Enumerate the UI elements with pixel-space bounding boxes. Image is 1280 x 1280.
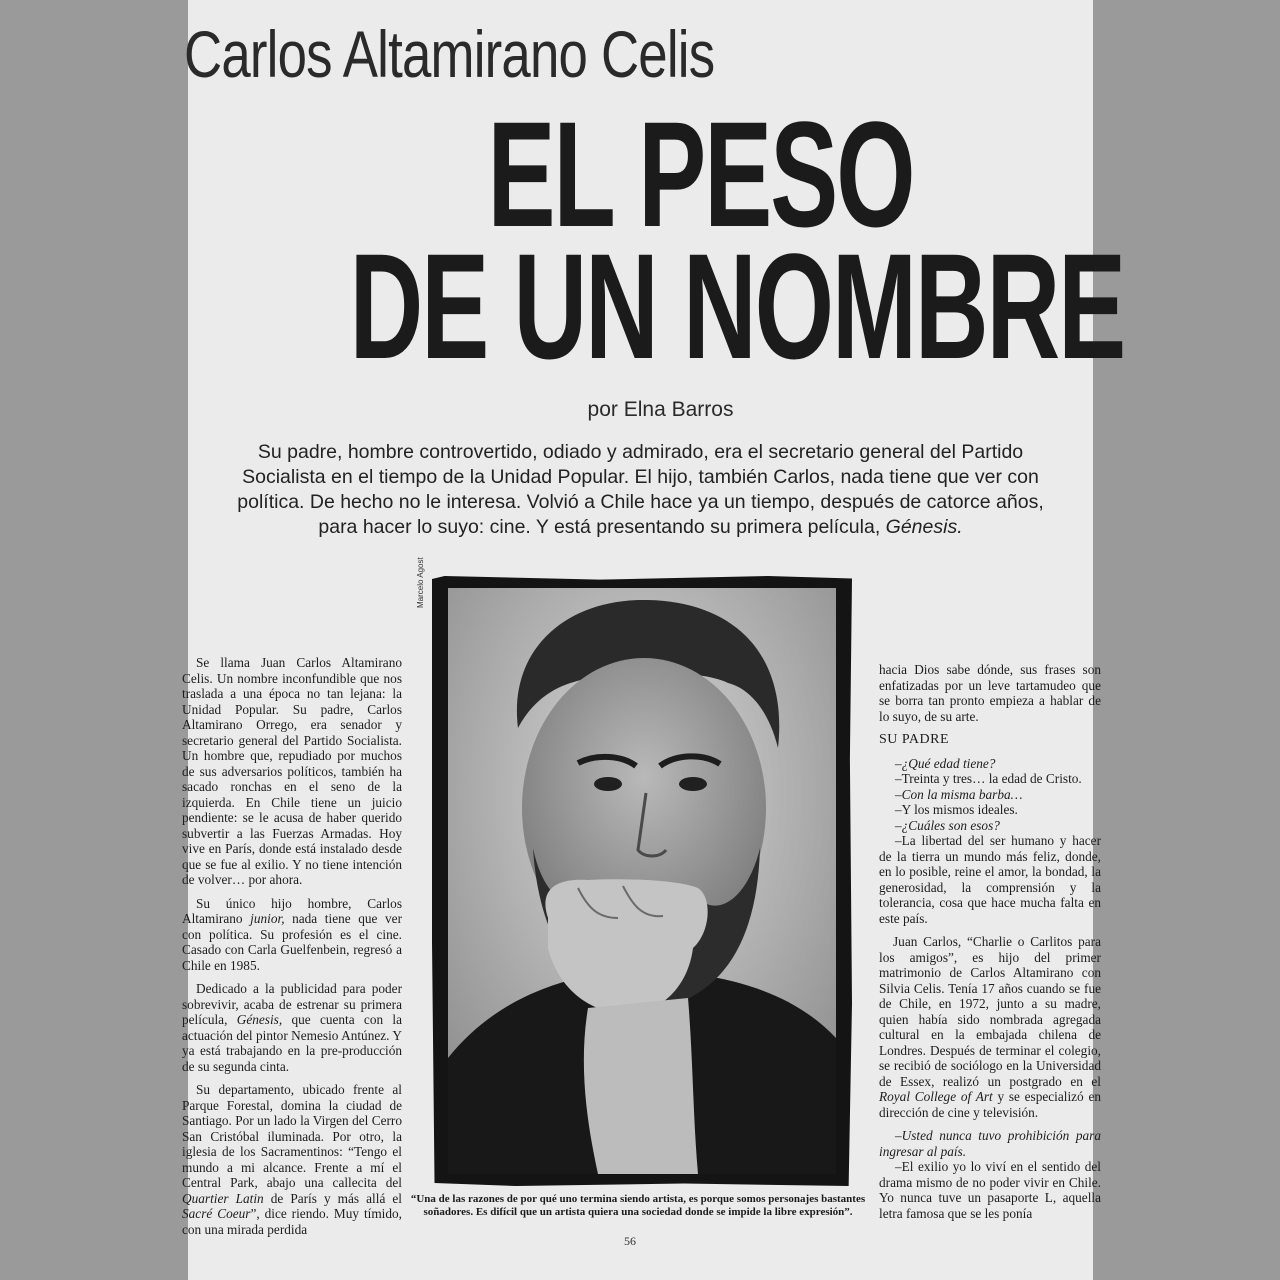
interview-question: –Usted nunca tuvo prohibición para ingresar al país. [879,1128,1101,1159]
subject-name-kicker: Carlos Altamirano Celis [184,17,715,91]
right-text-column [879,662,1101,1221]
portrait-illustration [448,588,836,1174]
body-paragraph: Se llama Juan Carlos Altamirano Celis. Un nombre inconfundible que nos traslada a una época no tan lejana: la Unidad Popular. Su padre, Carlos Altamirano Orrego, era senador y secretario general del Partido Socialista. Un hombre que, repudiado por muchos de sus adversarios políticos, también ha sacado ronchas en el seno de la izquierda. En Chile tiene un juicio pendiente: se le acusa de haber querido subvertir a las Fuerzas Armadas. Hoy vive en París, donde está instalado desde que se fue al exilio. Y no tiene intención de volver… por ahora. [182,655,402,887]
headline-line-1: EL PESO [487,90,914,258]
lead-text: Su padre, hombre controvertido, odiado y admirado, era el secretario general del Partido Socialista en el tiempo de la Unidad Popular. El hijo, también Carlos, nada tiene que ver con política. De hecho no le interesa. Volvió a Chile hace ya un tiempo, después de catorce años, para hacer lo suyo: cine. Y está presentando su primera película, [237,441,1044,538]
portrait-photo-frame [432,576,852,1186]
article-headline [188,90,1125,390]
interview-answer: –La libertad del ser humano y hacer de la tierra un mundo más feliz, donde, en lo posible, reine el amor, la bondad, la generosidad, la comprensión y la tolerancia, cosa que hace mucha falta en este país. [879,833,1101,926]
lead-film-title: Génesis. [885,516,963,538]
photo-caption: “Una de las razones de por qué uno termina siendo artista, es porque somos personajes bastantes soñadores. Es difícil que un artista quiera una sociedad donde se impide la libre expresión”. [410,1193,866,1218]
page-number: 56 [624,1234,636,1248]
body-paragraph: Juan Carlos, “Charlie o Carlitos para los amigos”, es hijo del primer matrimonio de Carlos Altamirano con Silvia Celis. Tenía 17 años cuando se fue de Chile, en 1972, junto a su madre, quien había sido nombrada agregada cultural en la embajada chilena de Londres. Después de terminar el colegio, se recibió de sociólogo en la Universidad de Essex, realizó un postgrado en el Royal College of Art y se especializó en dirección de cine y televisión. [879,934,1101,1120]
photo-credit: Marcelo Agost [416,557,425,608]
interview-question: –¿Cuáles son esos? [895,817,1000,833]
portrait-photo [448,588,836,1174]
magazine-page [182,0,1125,1280]
interview-answer: –El exilio yo lo viví en el sentido del drama mismo de no poder vivir en Chile. Yo nunca tuve un pasaporte L, aquella letra famosa que se les ponía [879,1159,1101,1221]
headline-line-2: DE UN NOMBRE [349,222,1125,390]
lead-paragraph [228,440,1053,540]
interview-answer: –Y los mismos ideales. [895,802,1018,817]
interview-answer: –Treinta y tres… la edad de Cristo. [895,771,1082,786]
body-paragraph: Su único hijo hombre, Carlos Altamirano junior, nada tiene que ver con política. Su profesión es el cine. Casado con Carla Guelfenbein, regresó a Chile en 1985. [182,895,402,973]
section-subhead: SU PADRE [879,732,950,747]
body-paragraph: Su departamento, ubicado frente al Parque Forestal, domina la ciudad de Santiago. Por un lado la Virgen del Cerro San Cristóbal iluminada. Por otro, la iglesia de los Sacramentinos: “Tengo el mundo a mi alcance. Frente a mí el Central Park, abajo una callecita del Quartier Latin de París y más allá el Sacré Coeur”, dice riendo. Muy tímido, con una mirada perdida [182,1082,402,1237]
left-text-column [182,655,402,1245]
body-paragraph: hacia Dios sabe dónde, sus frases son enfatizadas por un leve tartamudeo que se borra tan pronto empieza a hablar de lo suyo, de su arte. [879,662,1101,724]
interview-question: –¿Qué edad tiene? [895,755,996,771]
interview-question: –Con la misma barba… [895,786,1023,802]
body-paragraph: Dedicado a la publicidad para poder sobrevivir, acaba de estrenar su primera película, Génesis, que cuenta con la actuación del pintor Nemesio Antúnez. Y ya está trabajando en la pre-producción de su segunda cinta. [182,981,403,1074]
byline: por Elna Barros [587,398,734,421]
